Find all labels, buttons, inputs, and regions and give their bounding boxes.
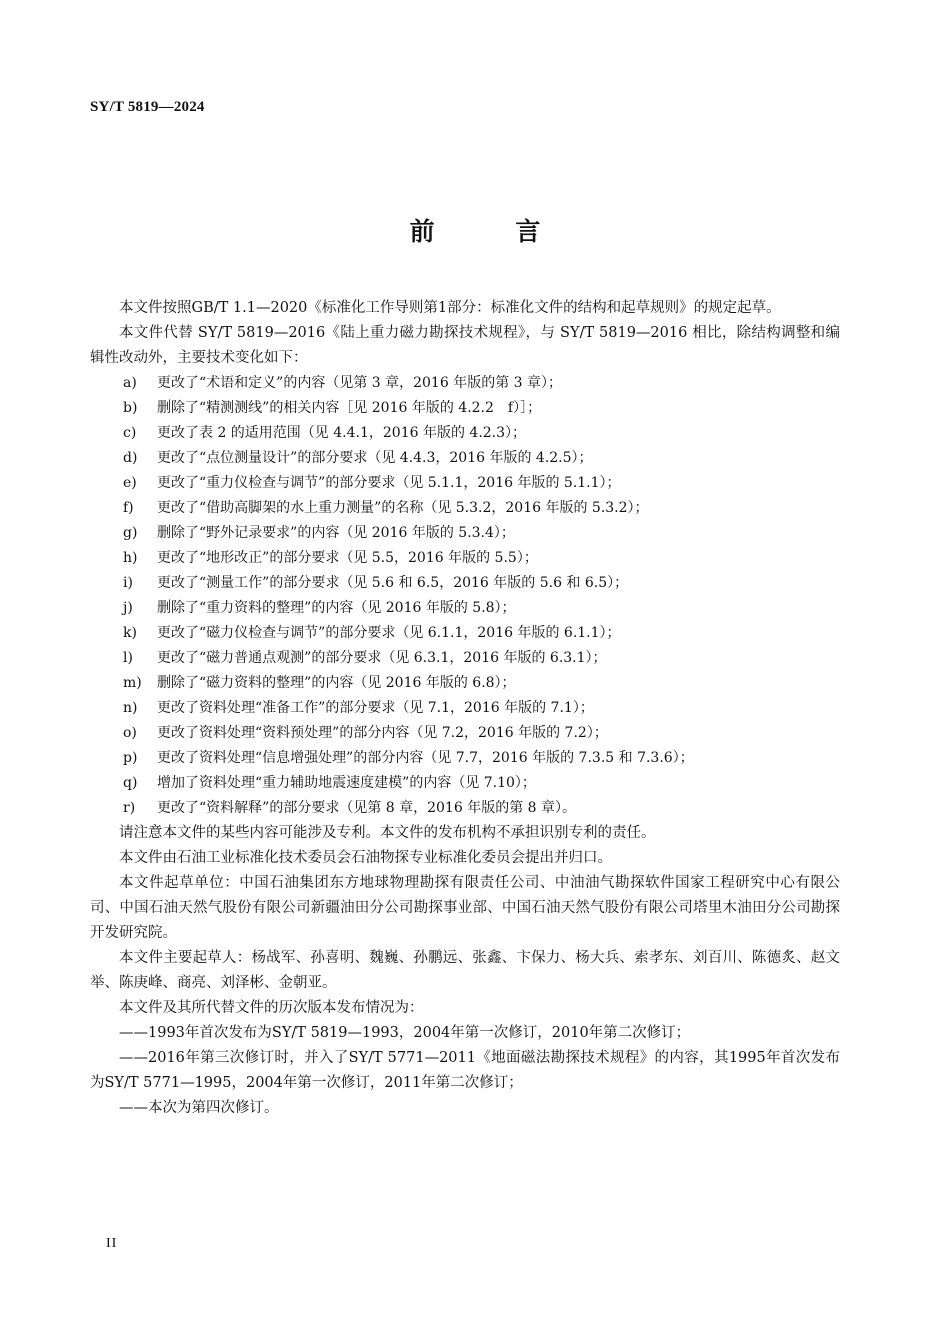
list-marker: k): [123, 625, 137, 641]
list-marker: a): [123, 375, 137, 391]
list-marker: j): [123, 600, 133, 616]
list-marker: h): [123, 550, 138, 566]
list-item: [90, 621, 840, 646]
page-title: 前 言: [409, 217, 577, 246]
list-item: [90, 496, 840, 521]
list-marker: i): [123, 575, 133, 591]
list-item-text: 删除了“野外记录要求”的内容（见 2016 年版的 5.3.4）；: [157, 525, 515, 541]
list-item-text: 更改了“术语和定义”的内容（见第 3 章，2016 年版的第 3 章）；: [157, 375, 563, 391]
list-item-text: 更改了“重力仪检查与调节”的部分要求（见 5.1.1，2016 年版的 5.1.1）；: [157, 475, 621, 491]
list-marker: n): [123, 700, 138, 716]
list-item-text: 更改了资料处理“资料预处理”的部分内容（见 7.2，2016 年版的 7.2）；: [157, 725, 608, 741]
paragraph-replacement: 本文件代替 SY/T 5819—2016《陆上重力磁力勘探技术规程》，与 SY/T 5819—2016 相比，除结构调整和编辑性改动外，主要技术变化如下：: [90, 325, 840, 366]
list-item: [90, 521, 840, 546]
list-marker: q): [123, 775, 138, 791]
list-item: [90, 796, 840, 821]
list-marker: f): [123, 500, 134, 516]
list-item: [90, 421, 840, 446]
list-item-text: 删除了“重力资料的整理”的内容（见 2016 年版的 5.8）；: [157, 600, 516, 616]
paragraph-drafting-rules: 本文件按照GB/T 1.1—2020《标准化工作导则第1部分：标准化文件的结构和起草规则》的规定起草。: [119, 300, 781, 316]
list-item: [90, 771, 840, 796]
list-marker: l): [123, 650, 133, 666]
list-marker: c): [123, 425, 137, 441]
paragraph-proposer: 本文件由石油工业标准化技术委员会石油物探专业标准化委员会提出并归口。: [119, 850, 612, 866]
list-item: [90, 546, 840, 571]
list-item: [90, 471, 840, 496]
history-item: ——2016年第三次修订时，并入了SY/T 5771—2011《地面磁法勘探技术规程》的内容，其1995年首次发布为SY/T 5771—1995，2004年第一次修订，2011年第二次修订；: [90, 1050, 840, 1091]
foreword-body: [90, 296, 840, 1121]
list-item-text: 更改了“借助高脚架的水上重力测量”的名称（见 5.3.2，2016 年版的 5.3.2）；: [157, 500, 649, 516]
list-item: [90, 721, 840, 746]
list-marker: e): [123, 475, 137, 491]
list-marker: p): [123, 750, 138, 766]
list-item-text: 更改了“磁力普通点观测”的部分要求（见 6.3.1，2016 年版的 6.3.1）；: [157, 650, 607, 666]
list-item: [90, 571, 840, 596]
technical-changes-list: [90, 371, 840, 821]
list-item: [90, 646, 840, 671]
list-marker: o): [123, 725, 137, 741]
list-item-text: 更改了表 2 的适用范围（见 4.4.1，2016 年版的 4.2.3）；: [157, 425, 527, 441]
list-item-text: 更改了“测量工作”的部分要求（见 5.6 和 6.5，2016 年版的 5.6 和 6.5）；: [157, 575, 629, 591]
document-code: SY/T 5819—2024: [90, 99, 205, 115]
paragraph-history-intro: 本文件及其所代替文件的历次版本发布情况为：: [119, 1000, 424, 1016]
list-marker: d): [123, 450, 138, 466]
list-marker: m): [123, 675, 142, 691]
list-item-text: 更改了“资料解释”的部分要求（见第 8 章，2016 年版的第 8 章）。: [157, 800, 577, 816]
history-item: ——1993年首次发布为SY/T 5819—1993，2004年第一次修订，2010年第二次修订；: [119, 1025, 691, 1041]
list-item-text: 更改了“地形改正”的部分要求（见 5.5，2016 年版的 5.5）；: [157, 550, 538, 566]
paragraph-patent-notice: 请注意本文件的某些内容可能涉及专利。本文件的发布机构不承担识别专利的责任。: [119, 825, 656, 841]
list-item: [90, 446, 840, 471]
list-marker: g): [123, 525, 138, 541]
list-marker: r): [123, 800, 136, 816]
list-item: [90, 696, 840, 721]
paragraph-drafters: 本文件主要起草人：杨战军、孙喜明、魏巍、孙鹏远、张鑫、卞保力、杨大兵、索孝东、刘百川、陈德炙、赵文举、陈庚峰、商亮、刘泽彬、金朝亚。: [90, 950, 840, 991]
list-item-text: 增加了资料处理“重力辅助地震速度建模”的内容（见 7.10）；: [157, 775, 536, 791]
list-item-text: 删除了“磁力资料的整理”的内容（见 2016 年版的 6.8）；: [157, 675, 516, 691]
list-item: [90, 371, 840, 396]
list-item-text: 更改了“点位测量设计”的部分要求（见 4.4.3，2016 年版的 4.2.5）；: [157, 450, 593, 466]
list-item-text: 更改了资料处理“准备工作”的部分要求（见 7.1，2016 年版的 7.1）；: [157, 700, 594, 716]
history-item: ——本次为第四次修订。: [119, 1100, 279, 1116]
list-item: [90, 746, 840, 771]
list-item: [90, 396, 840, 421]
list-item: [90, 671, 840, 696]
paragraph-drafting-units: 本文件起草单位：中国石油集团东方地球物理勘探有限责任公司、中油油气勘探软件国家工程研究中心有限公司、中国石油天然气股份有限公司新疆油田分公司勘探事业部、中国石油天然气股份有限公司塔里木油田分公司勘探开发研究院。: [90, 875, 840, 941]
list-item-text: 更改了“磁力仪检查与调节”的部分要求（见 6.1.1，2016 年版的 6.1.1）；: [157, 625, 621, 641]
list-item-text: 删除了“精测测线”的相关内容［见 2016 年版的 4.2.2 f）］；: [157, 400, 542, 416]
page-number: II: [106, 1236, 118, 1251]
list-marker: b): [123, 400, 138, 416]
list-item: [90, 596, 840, 621]
list-item-text: 更改了资料处理“信息增强处理”的部分内容（见 7.7，2016 年版的 7.3.5 和 7.3.6）；: [157, 750, 694, 766]
